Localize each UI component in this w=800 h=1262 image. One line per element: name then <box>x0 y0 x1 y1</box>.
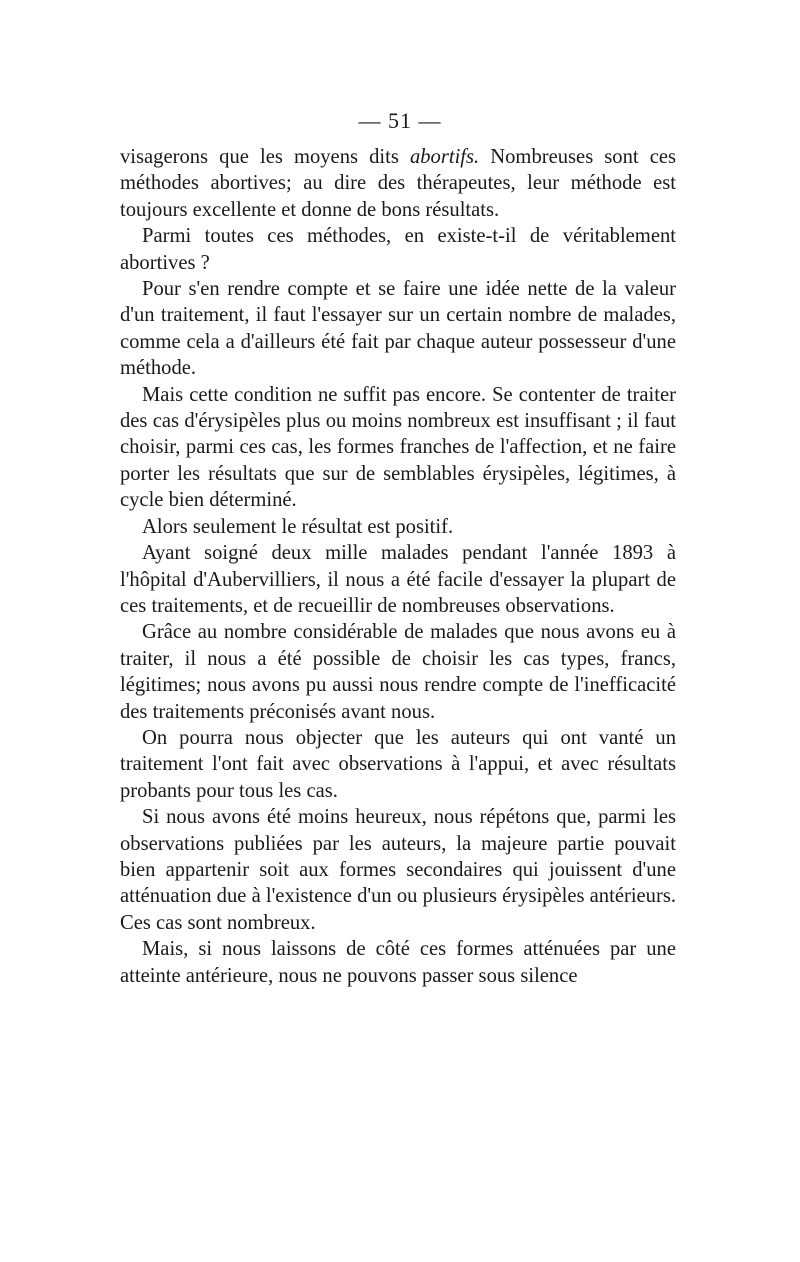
paragraph-9: Si nous avons été moins heureux, nous répétons que, parmi les observations publiées par les auteurs, la majeure partie pouvait bien appartenir soit aux formes secondaires qui jouissent d'une atténuation due à l'existence d'un ou plusieurs érysipèles antérieurs. Ces cas sont nombreux. <box>120 806 676 934</box>
body-text <box>120 144 676 989</box>
paragraph-5: Alors seulement le résultat est positif. <box>142 515 454 538</box>
paragraph-1-start: visagerons que les moyens dits <box>120 146 410 168</box>
paragraph-6: Ayant soigné deux mille malades pendant l'année 1893 à l'hôpital d'Aubervilliers, il nous a été facile d'essayer la plupart de ces traitements, et de recueillir de nombreuses observations. <box>120 542 676 617</box>
paragraph-1 <box>120 144 676 223</box>
page-number: — 51 — <box>358 108 442 133</box>
paragraph-2: Parmi toutes ces méthodes, en existe-t-il de véritablement abortives ? <box>120 225 676 274</box>
paragraph-1-end: Nombreuses sont ces méthodes abortives; au dire des thérapeutes, leur méthode est toujours excellente et donne de bons résultats. <box>120 146 676 221</box>
italic-term: abortifs. <box>409 146 480 168</box>
paragraph-4: Mais cette condition ne suffit pas encore. Se contenter de traiter des cas d'érysipèles plus ou moins nombreux est insuffisant ; il faut choisir, parmi ces cas, les formes franches de l'affection, et ne faire porter les résultats que sur de semblables érysipèles, légitimes, à cycle bien déterminé. <box>120 383 676 512</box>
paragraph-8: On pourra nous objecter que les auteurs qui ont vanté un traitement l'ont fait avec observations à l'appui, et avec résultats probants pour tous les cas. <box>120 726 676 802</box>
paragraph-3: Pour s'en rendre compte et se faire une idée nette de la valeur d'un traitement, il faut l'essayer sur un certain nombre de malades, comme cela a d'ailleurs été fait par chaque auteur possesseur d'une méthode. <box>120 278 676 380</box>
paragraph-7: Grâce au nombre considérable de malades que nous avons eu à traiter, il nous a été possible de choisir les cas types, francs, légitimes; nous avons pu aussi nous rendre compte de l'inefficacité des traitements préconisés avant nous. <box>120 621 676 723</box>
paragraph-10: Mais, si nous laissons de côté ces formes atténuées par une atteinte antérieure, nous ne pouvons passer sous silence <box>120 938 676 987</box>
